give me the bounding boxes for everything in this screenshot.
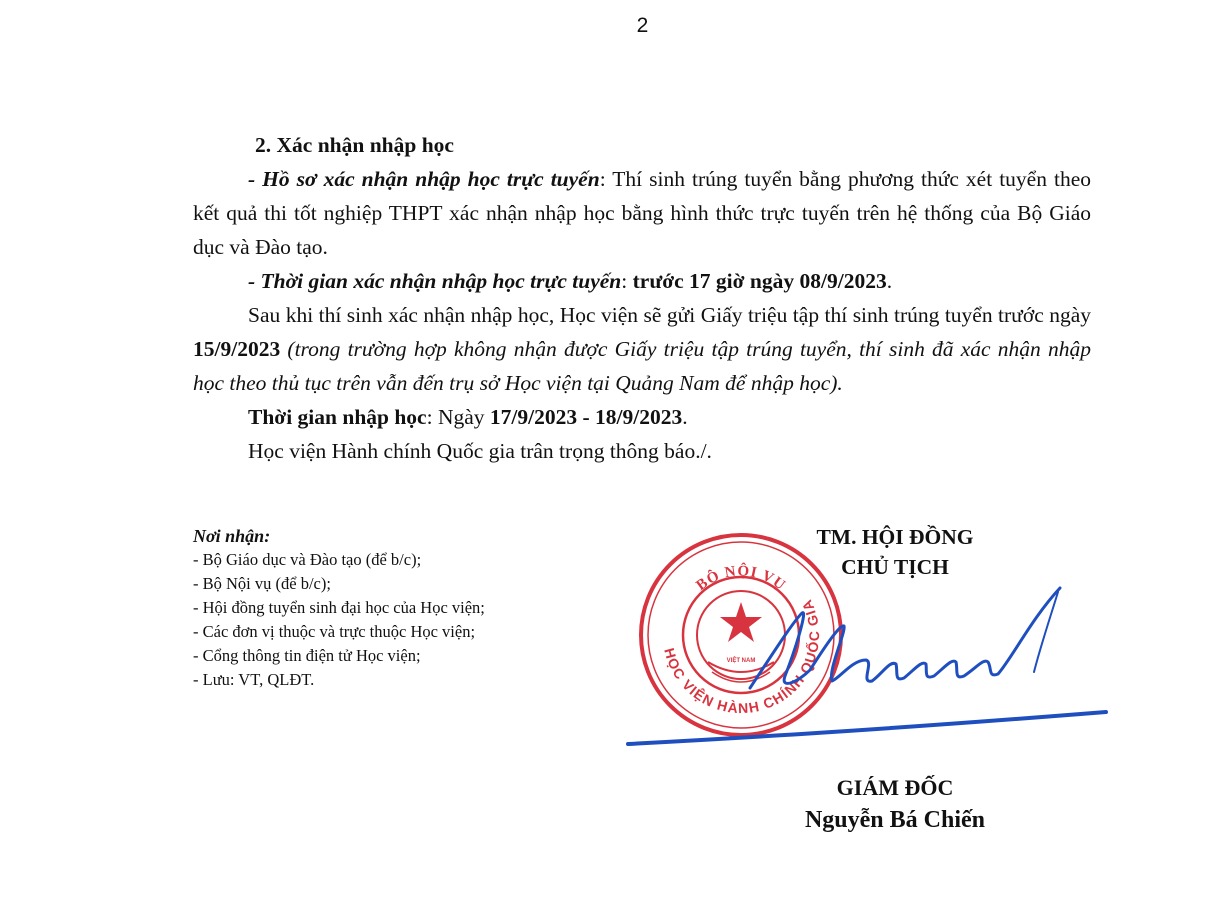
after-confirm-paragraph: [193, 298, 1091, 400]
enrollment-paragraph: [193, 400, 1091, 434]
signature-footer: [770, 772, 1020, 836]
online-time-sep: :: [621, 269, 633, 293]
handwritten-signature: [620, 578, 1120, 758]
online-time-value: trước 17 giờ ngày 08/9/2023: [632, 269, 887, 293]
online-docs-text: : Thí sinh trúng tuyển bằng phương thức xét tuyển theo kết quả thi tốt nghiệp THPT xác nhận nhập học bằng hình thức trực tuyến trên hệ thống của Bộ Giáo dục và Đào tạo.: [193, 167, 1091, 259]
after-confirm-text: Sau khi thí sinh xác nhận nhập học, Học viện sẽ gửi Giấy triệu tập thí sinh trúng tuyển trước ngày: [248, 303, 1091, 327]
recipients-block: [193, 524, 485, 692]
seal-top-text: BỘ NỘI VỤ: [693, 563, 789, 594]
signature-line-1: TM. HỘI ĐỒNG: [816, 525, 974, 549]
online-time-label: - Thời gian xác nhận nhập học trực tuyến: [248, 269, 622, 293]
recipient-item: - Lưu: VT, QLĐT.: [193, 670, 315, 689]
after-confirm-date: 15/9/2023: [193, 337, 281, 361]
section-heading: 2. Xác nhận nhập học: [255, 133, 454, 157]
online-time-paragraph: [193, 264, 1091, 298]
seal-emblem-text: VIỆT NAM: [726, 658, 756, 664]
online-docs-label: - Hồ sơ xác nhận nhập học trực tuyến: [248, 167, 600, 191]
recipients-list: [193, 548, 485, 692]
signer-position: GIÁM ĐỐC: [836, 775, 954, 800]
signature-line-2: CHỦ TỊCH: [841, 555, 949, 579]
page-number: 2: [636, 14, 649, 37]
signer-name: Nguyễn Bá Chiến: [804, 807, 986, 833]
enrollment-end: .: [682, 405, 688, 429]
recipient-item: - Cổng thông tin điện tử Học viện;: [193, 646, 421, 665]
online-docs-paragraph: [193, 162, 1091, 264]
after-confirm-note: (trong trường hợp không nhận được Giấy triệu tập trúng tuyển, thí sinh đã xác nhận nhập học theo thủ tục trên vẫn đến trụ sở Học viện tại Quảng Nam để nhập học).: [193, 337, 1091, 395]
enrollment-dates: 17/9/2023 - 18/9/2023: [489, 405, 683, 429]
recipient-item: - Bộ Nội vụ (để b/c);: [193, 574, 331, 593]
recipient-item: - Bộ Giáo dục và Đào tạo (để b/c);: [193, 550, 422, 569]
closing-paragraph: Học viện Hành chính Quốc gia trân trọng thông báo./.: [248, 439, 712, 463]
seal-ring-text: HỌC VIỆN HÀNH CHÍNH QUỐC GIA: [661, 596, 823, 717]
online-time-end: .: [886, 269, 893, 293]
document-body: [193, 128, 1091, 468]
enrollment-sep: : Ngày: [426, 405, 490, 429]
recipient-item: - Các đơn vị thuộc và trực thuộc Học viện;: [193, 622, 476, 641]
recipients-title: Nơi nhận:: [193, 526, 271, 546]
enrollment-label: Thời gian nhập học: [248, 405, 427, 429]
recipient-item: - Hội đồng tuyển sinh đại học của Học viện;: [193, 598, 485, 617]
